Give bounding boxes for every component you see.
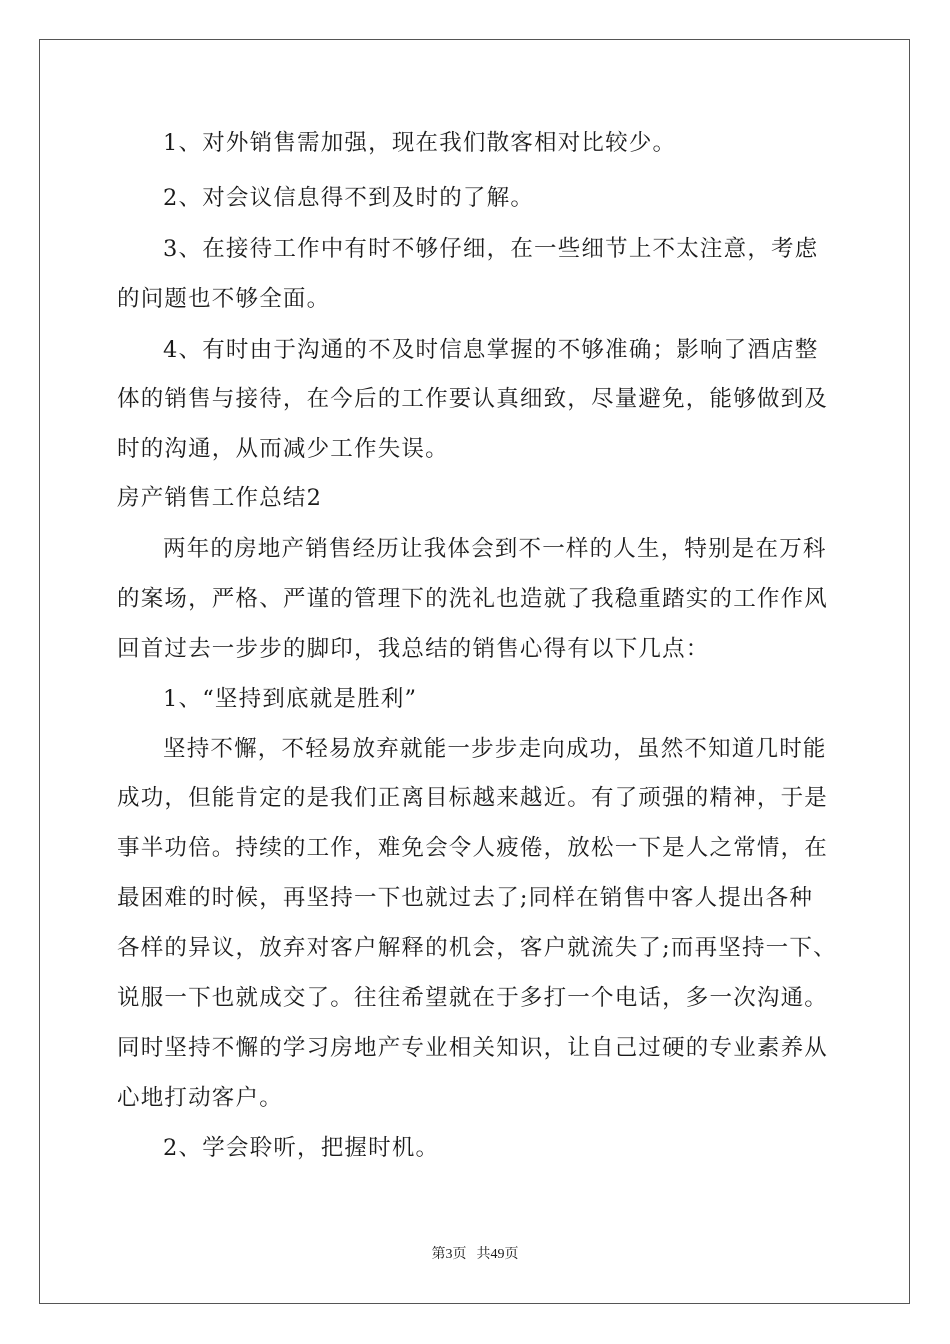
text-line: 事半功倍。持续的工作，难免会令人疲倦，放松一下是人之常情，在 xyxy=(117,835,829,861)
page-footer xyxy=(0,1246,950,1264)
text-line: 体的销售与接待，在今后的工作要认真细致，尽量避免，能够做到及 xyxy=(117,386,829,412)
text-line: 时的沟通，从而减少工作失误。 xyxy=(117,436,449,462)
text-line: 最困难的时候，再坚持一下也就过去了;同样在销售中客人提出各种 xyxy=(117,885,814,911)
text-line: 成功，但能肯定的是我们正离目标越来越近。有了顽强的精神，于是 xyxy=(117,785,829,811)
text-line: 2、学会聆听，把握时机。 xyxy=(163,1135,440,1161)
text-line: 各样的异议，放弃对客户解释的机会，客户就流失了;而再坚持一下、 xyxy=(117,935,837,961)
text-line: 心地打动客户。 xyxy=(117,1085,283,1111)
page-total: 共49页 xyxy=(476,1247,519,1262)
text-line: 的案场，严格、严谨的管理下的洗礼也造就了我稳重踏实的工作作风 xyxy=(117,586,829,612)
text-line: 回首过去一步步的脚印，我总结的销售心得有以下几点： xyxy=(117,636,710,662)
text-line: 说服一下也就成交了。往往希望就在于多打一个电话，多一次沟通。 xyxy=(117,985,829,1011)
text-line: 1、对外销售需加强，现在我们散客相对比较少。 xyxy=(163,130,677,156)
text-line: 两年的房地产销售经历让我体会到不一样的人生，特别是在万科 xyxy=(163,536,827,562)
text-line: 4、有时由于沟通的不及时信息掌握的不够准确；影响了酒店整 xyxy=(163,337,819,363)
page-frame xyxy=(39,39,910,1304)
page-number: 第3页 xyxy=(431,1247,467,1262)
text-line: 的问题也不够全面。 xyxy=(117,286,331,312)
text-line: 1、“坚持到底就是胜利” xyxy=(163,686,418,712)
section-heading: 房产销售工作总结2 xyxy=(117,485,323,511)
text-line: 坚持不懈，不轻易放弃就能一步步走向成功，虽然不知道几时能 xyxy=(163,736,827,762)
text-line: 同时坚持不懈的学习房地产专业相关知识，让自己过硬的专业素养从 xyxy=(117,1035,829,1061)
text-line: 3、在接待工作中有时不够仔细，在一些细节上不太注意，考虑 xyxy=(163,236,819,262)
text-line: 2、对会议信息得不到及时的了解。 xyxy=(163,185,535,211)
